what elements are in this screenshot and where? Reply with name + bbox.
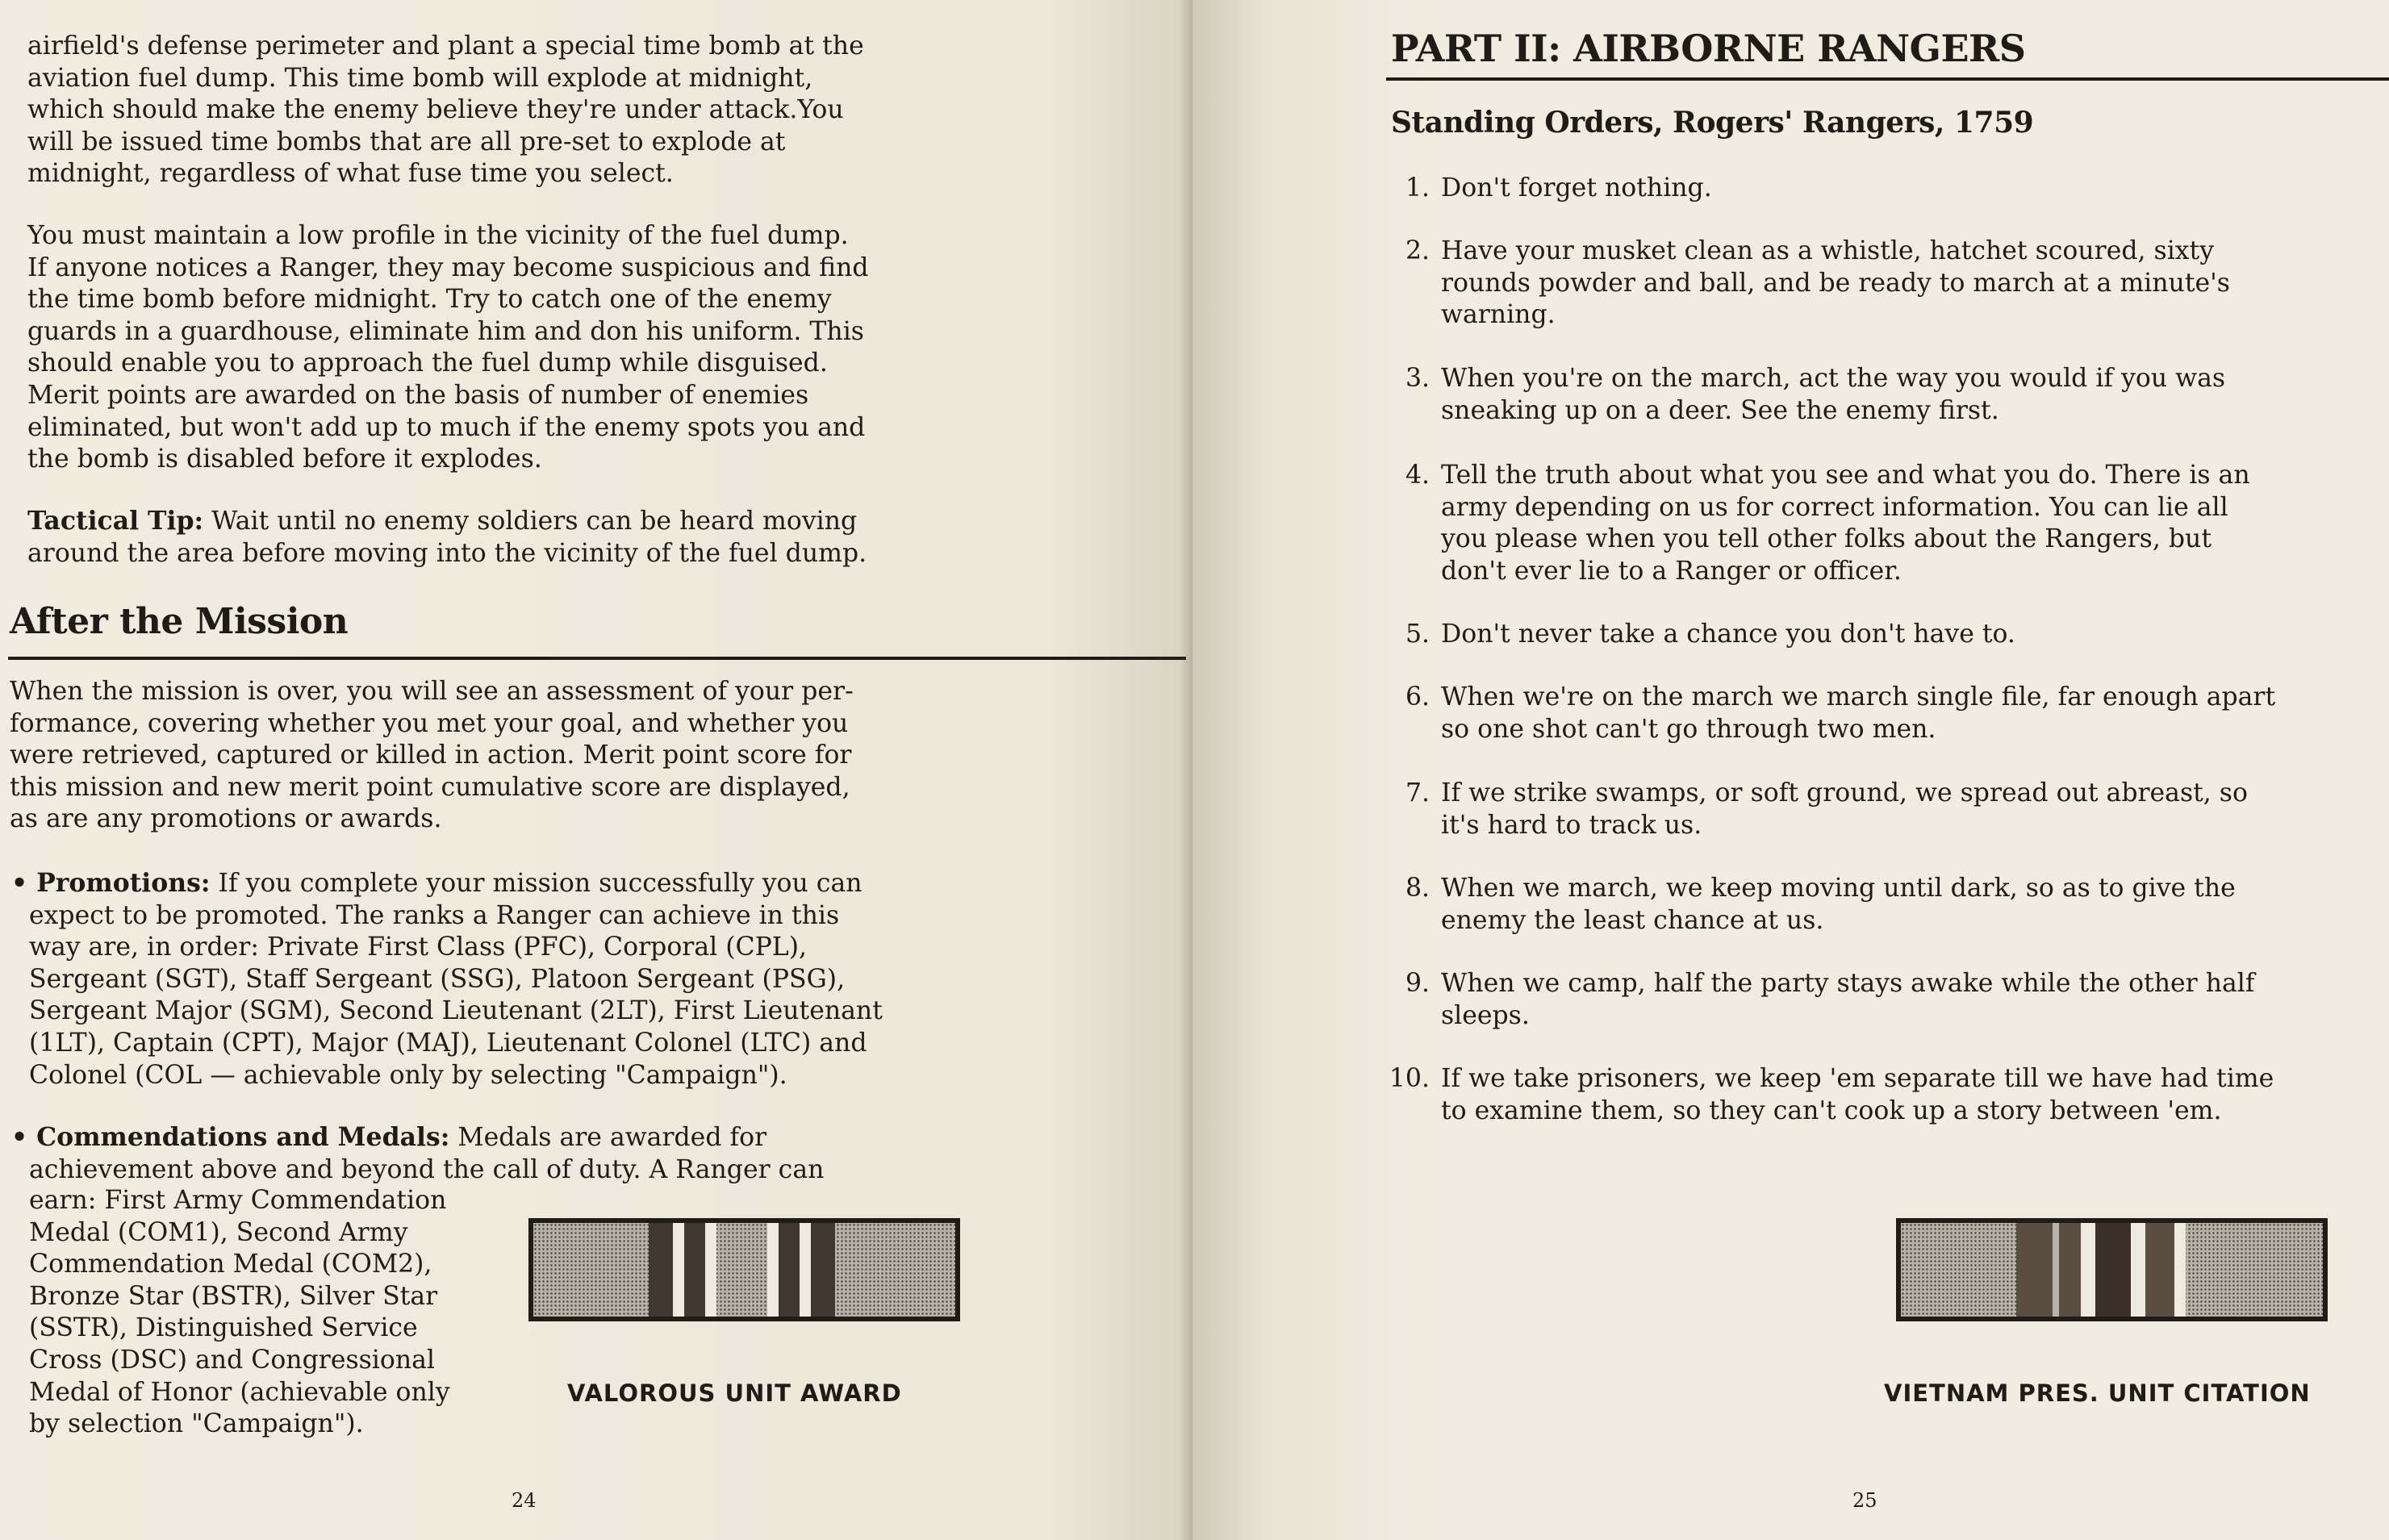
part-heading-rule — [1386, 77, 2389, 81]
after-mission-heading: After the Mission — [10, 601, 349, 642]
manual-spread: airfield's defense perimeter and plant a special time bomb at the aviation fuel dump. This time bomb will explode at midnight, which should make the enemy believe they're under attack.You will be issued time bombs that are all pre-set to explode at midnight, regardless of what fuse time you select. You must maintain a low profile in the vicinity of the fuel dump. If anyone notices a Ranger, they may become suspicious and find the time bomb before midnight. Try to catch one of the enemy guards in a guardhouse, eliminate him and don his uniform. This should enable you to approach the fuel dump while disguised. Merit points are awarded on the basis of number of enemies eliminated, but won't add up to much if the enemy spots you and the bomb is disabled before it explodes. Tactical Tip: Wait until no enemy soldiers can be heard moving around the area before moving into the vicinity of the fuel dump. After the Mission When the mission is over, you will see an assessment of your per- formance, covering whether you met your goal, and whether you were retrieved, captured or killed in action. Merit point score for this mission and new merit point cumulative score are displayed, as are any promotions or awards. • Promotions: If you complete your mission successfully you can expect to be promoted. The ranks a Ranger can achieve in this way are, in order: Private First Class (PFC), Corporal (CPL), Sergeant (SGT), Staff Sergeant (SSG), Platoon Sergeant (PSG), Sergeant Major (SGM), Second Lieutenant (2LT), First Lieutenant (1LT), Captain (CPT), Major (MAJ), Lieutenant Colonel (LTC) and Colonel (COL — achievable only by selecting "Campaign"). • Commendations and Medals: Medals are awarded for achievement above and beyond the call of duty. A Ranger can earn: First Army Commendation Medal (COM1), Second Army Commendation Medal (COM2), Bronze Star (BSTR), Silver Star (SSTR), Distinguished Service Cross (DSC) and Congressional Medal of Honor (achievable only by selection "Campaign"). VALOROUS UNIT AWARD 24 PART II: AIRBORNE RANGERS Standing Orders, Rogers' Rangers, 1759 1. Don't forget nothing. 2. Have your musket clean as a whistle, hatchet scoured, sixty rounds powder and ball, and be ready to march at a minute's warning. 3. When you're on the march, act the way you would if you was sneaking up on a deer. See the enemy first. 4. Tell the truth about what you see and what you do. There is an army depending on us for correct information. You can lie all you please when you tell other folks about the Rangers, but don't ever lie to a Ranger or officer. 5. Don't never take a chance you don't have to. 6. When we're on the march we march single file, far enough apart so one shot can't go through two men. 7. If we strike swamps, or soft ground, we spread out abreast, so it's hard to track us. 8. When we march, we keep moving until dark, so as to give the enemy the least chance at us. 9. When we camp, half the party stays awake while the other half sleeps. 10. If we take prisoners, we keep 'em separate till we have had time to examine them, so they can't cook up a story between 'em. VIETNAM PRES. UNIT CITATION 25 — [0, 0, 2389, 1540]
vietnam-presidential-unit-citation-ribbon — [1896, 1218, 2328, 1321]
ribbon-stripe — [673, 1223, 684, 1317]
ribbon-stripe — [684, 1223, 705, 1317]
tactical-tip-label: Tactical Tip: — [27, 506, 204, 536]
vietnam-unit-citation-caption: VIETNAM PRES. UNIT CITATION — [1884, 1379, 2311, 1407]
ribbon-stripe — [2016, 1223, 2081, 1317]
low-profile-paragraph: You must maintain a low profile in the vicinity of the fuel dump. If anyone notices a Ranger, they may become suspicious and find the time bomb before midnight. Try to catch one of the enemy guards in a guardhouse, eliminate him and don his uniform. This should enable you to approach the fuel dump while disguised. Merit points are awarded on the basis of number of enemies eliminated, but won't add up to much if the enemy spots you and the bomb is disabled before it explodes. — [27, 221, 869, 474]
left-page — [0, 0, 1192, 1540]
ribbon-stripe — [2081, 1223, 2095, 1317]
medals-paragraph: • Commendations and Medals: Medals are awarded for achievement above and beyond the call of duty. A Ranger can — [11, 1121, 1157, 1186]
ribbon-stripe — [649, 1223, 673, 1317]
after-mission-rule — [8, 657, 1186, 660]
medals-label: • Commendations and Medals: — [11, 1122, 449, 1152]
tactical-tip-paragraph: Tactical Tip: Wait until no enemy soldiers can be heard moving around the area before moving into the vicinity of the fuel dump. — [27, 506, 867, 568]
promotions-label: • Promotions: — [11, 868, 211, 898]
ribbon-stripe — [767, 1223, 779, 1317]
medals-list-paragraph: earn: First Army Commendation Medal (COM1), Second Army Commendation Medal (COM2), Bronze Star (BSTR), Silver Star (SSTR), Distinguished Service Cross (DSC) and Congressional Medal of Honor (achievable only by selection "Campaign"). — [29, 1186, 450, 1439]
page-number-left: 24 — [512, 1489, 537, 1512]
ribbon-stripe — [779, 1223, 800, 1317]
promotions-paragraph: • Promotions: If you complete your mission successfully you can expect to be promoted. The ranks a Ranger can achieve in this way are, in order: Private First Class (PFC), Corporal (CPL), Sergeant (SGT), Staff Sergeant (SSG), Platoon Sergeant (PSG), Sergeant Major (SGM), Second Lieutenant (2LT), First Lieutenant (1LT), Captain (CPT), Major (MAJ), Lieutenant Colonel (LTC) and Colonel (COL — achievable only by selecting "Campaign"). — [11, 867, 1157, 1091]
standing-orders-subheading: Standing Orders, Rogers' Rangers, 1759 — [1391, 106, 2034, 140]
ribbon-stripe — [800, 1223, 811, 1317]
ribbon-stripe — [705, 1223, 716, 1317]
ribbon-stripe — [811, 1223, 835, 1317]
after-mission-paragraph: When the mission is over, you will see an assessment of your per- formance, covering whether you met your goal, and whether you were retrieved, captured or killed in action. Merit point score for this mission and new merit point cumulative score are displayed, as are any promotions or awards. — [10, 677, 854, 834]
valorous-unit-award-caption: VALOROUS UNIT AWARD — [567, 1379, 902, 1407]
intro-paragraph: airfield's defense perimeter and plant a special time bomb at the aviation fuel dump. This time bomb will explode at midnight, which should make the enemy believe they're under attack.You will be issued time bombs that are all pre-set to explode at midnight, regardless of what fuse time you select. — [27, 31, 864, 189]
ribbon-stripe — [2174, 1223, 2186, 1317]
page-number-right: 25 — [1852, 1489, 1877, 1512]
ribbon-stripe — [2053, 1223, 2059, 1317]
ribbon-stripe — [2131, 1223, 2145, 1317]
part-heading: PART II: AIRBORNE RANGERS — [1391, 27, 2026, 70]
ribbon-stripe — [2145, 1223, 2174, 1317]
ribbon-stripe — [2095, 1223, 2131, 1317]
valorous-unit-award-ribbon — [528, 1218, 960, 1321]
